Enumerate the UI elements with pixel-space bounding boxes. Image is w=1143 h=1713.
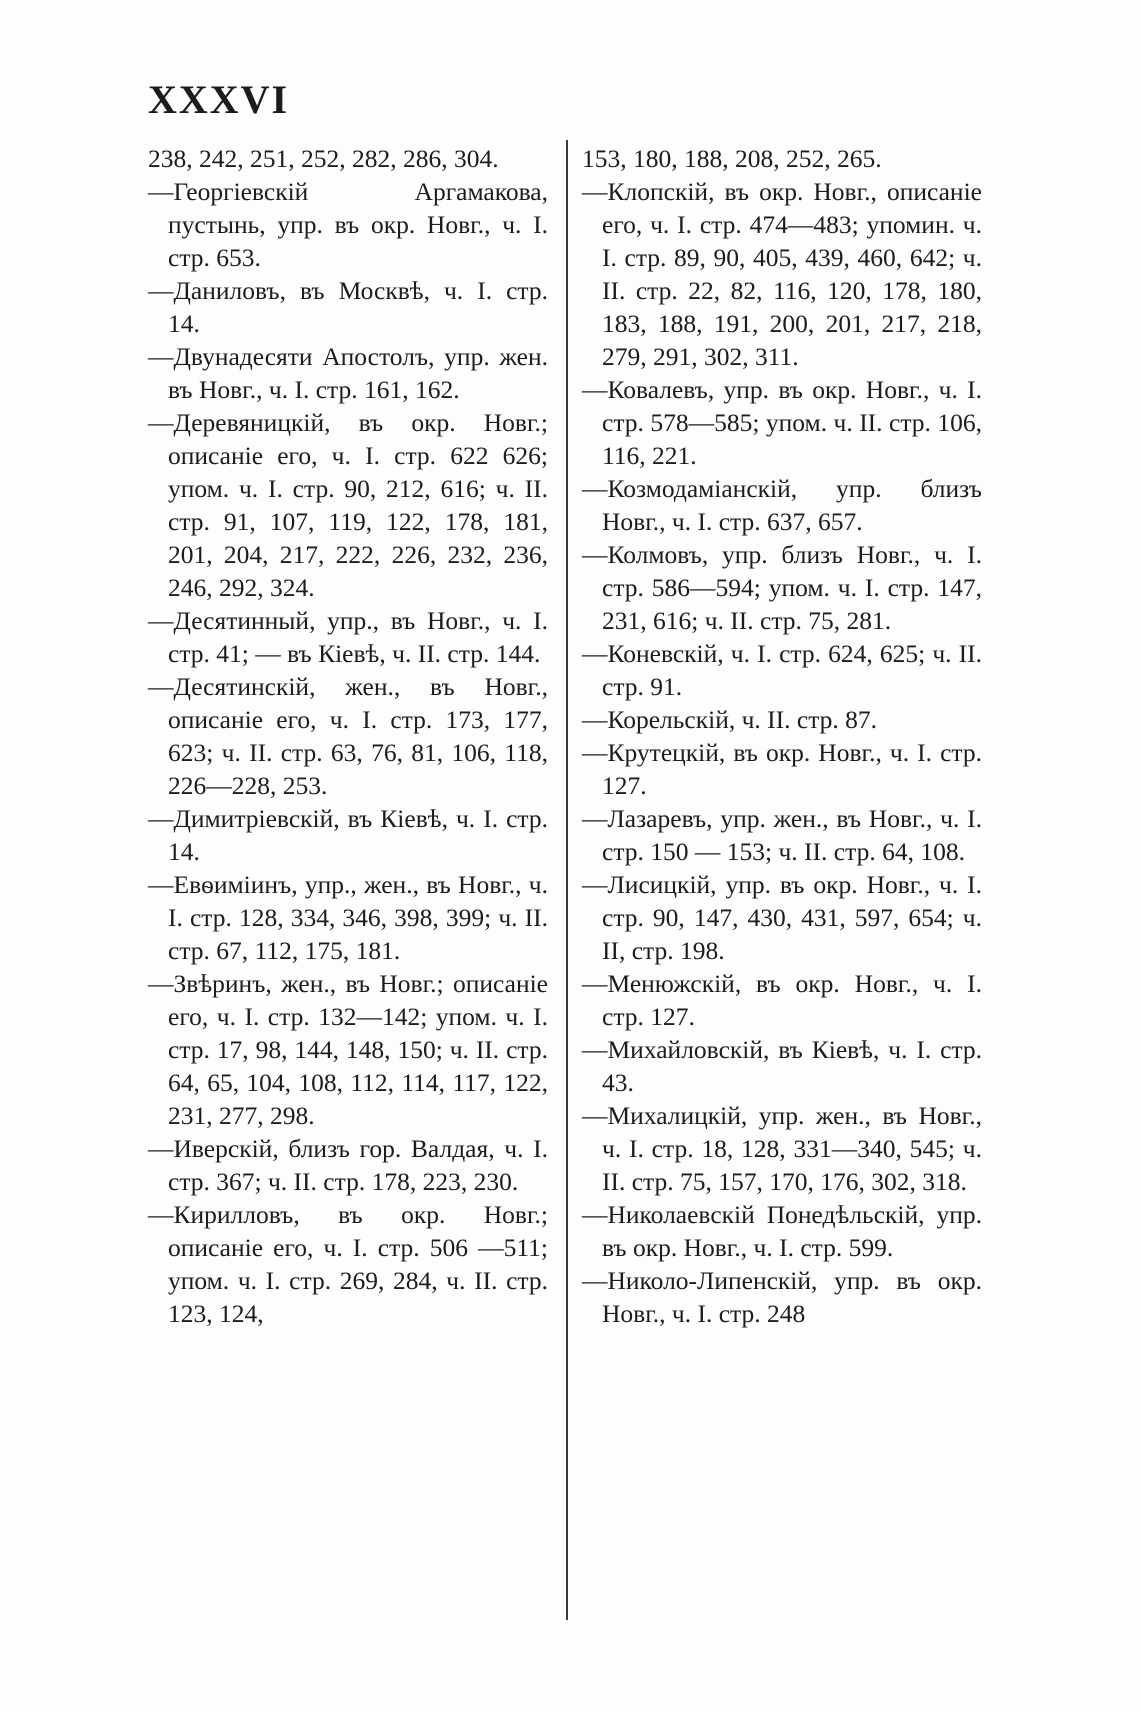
left-column bbox=[148, 142, 548, 1330]
page-number: XXXVI bbox=[148, 77, 290, 122]
index-entry: —Корельскій, ч. II. стр. 87. bbox=[582, 705, 878, 734]
index-entry: 153, 180, 188, 208, 252, 265. bbox=[582, 144, 882, 173]
index-entry: —Коневскій, ч. I. стр. 624, 625; ч. II. стр. 91. bbox=[582, 639, 982, 701]
index-entry: —Крутецкій, въ окр. Новг., ч. I. стр. 127. bbox=[582, 738, 982, 800]
index-entry: —Колмовъ, упр. близъ Новг., ч. I. стр. 586—594; упом. ч. I. стр. 147, 231, 616; ч. II. стр. 75, 281. bbox=[582, 540, 982, 635]
index-entry: —Менюжскій, въ окр. Новг., ч. I. стр. 127. bbox=[582, 969, 982, 1031]
index-entry: —Десятинный, упр., въ Новг., ч. I. стр. 41; — въ Кіевѣ, ч. II. стр. 144. bbox=[148, 606, 548, 668]
index-entry: —Георгіевскій Аргамакова, пустынь, упр. въ окр. Новг., ч. I. стр. 653. bbox=[148, 177, 548, 272]
index-entry: —Деревяницкій, въ окр. Новг.; описаніе его, ч. I. стр. 622 626; упом. ч. I. стр. 90, 212, 616; ч. II. стр. 91, 107, 119, 122, 178, 181, 201, 204, 217, 222, 226, 232, 236, 246, 292, 324. bbox=[148, 408, 548, 602]
index-entry: —Даниловъ, въ Москвѣ, ч. I. стр. 14. bbox=[148, 276, 548, 338]
index-entry: —Десятинскій, жен., въ Новг., описаніе его, ч. I. стр. 173, 177, 623; ч. II. стр. 63, 76, 81, 106, 118, 226—228, 253. bbox=[148, 672, 548, 800]
index-entry: —Михайловскій, въ Кіевѣ, ч. I. стр. 43. bbox=[582, 1035, 982, 1097]
index-entry: —Кирилловъ, въ окр. Новг.; описаніе его, ч. I. стр. 506 —511; упом. ч. I. стр. 269, 284, ч. II. стр. 123, 124, bbox=[148, 1200, 548, 1328]
index-entry: —Звѣринъ, жен., въ Новг.; описаніе его, ч. I. стр. 132—142; упом. ч. I. стр. 17, 98, 144, 148, 150; ч. II. стр. 64, 65, 104, 108, 112, 114, 117, 122, 231, 277, 298. bbox=[148, 969, 548, 1130]
index-entry: —Николаевскій Понедѣльскій, упр. въ окр. Новг., ч. I. стр. 599. bbox=[582, 1200, 982, 1262]
index-entry: —Михалицкій, упр. жен., въ Новг., ч. I. стр. 18, 128, 331—340, 545; ч. II. стр. 75, 157, 170, 176, 302, 318. bbox=[582, 1101, 982, 1196]
index-entry: —Клопскій, въ окр. Новг., описаніе его, ч. I. стр. 474—483; упомин. ч. I. стр. 89, 90, 405, 439, 460, 642; ч. II. стр. 22, 82, 116, 120, 178, 180, 183, 188, 191, 200, 201, 217, 218, 279, 291, 302, 311. bbox=[582, 177, 982, 371]
index-entry: —Иверскій, близъ гор. Валдая, ч. I. стр. 367; ч. II. стр. 178, 223, 230. bbox=[148, 1134, 548, 1196]
index-entry: —Лазаревъ, упр. жен., въ Новг., ч. I. стр. 150 — 153; ч. II. стр. 64, 108. bbox=[582, 804, 982, 866]
index-entry: —Двунадесяти Апостолъ, упр. жен. въ Новг., ч. I. стр. 161, 162. bbox=[148, 342, 548, 404]
column-divider bbox=[566, 140, 568, 1620]
index-entry: 238, 242, 251, 252, 282, 286, 304. bbox=[148, 144, 499, 173]
index-entry: —Лисицкій, упр. въ окр. Новг., ч. I. стр. 90, 147, 430, 431, 597, 654; ч. II, стр. 198. bbox=[582, 870, 982, 965]
index-entry: —Ковалевъ, упр. въ окр. Новг., ч. I. стр. 578—585; упом. ч. II. стр. 106, 116, 221. bbox=[582, 375, 982, 470]
index-entry: —Николо-Липенскій, упр. въ окр. Новг., ч. I. стр. 248 bbox=[582, 1266, 982, 1328]
index-entry: —Козмодаміанскій, упр. близъ Новг., ч. I. стр. 637, 657. bbox=[582, 474, 982, 536]
index-entry: —Димитріевскій, въ Кіевѣ, ч. I. стр. 14. bbox=[148, 804, 548, 866]
index-entry: —Евѳиміинъ, упр., жен., въ Новг., ч. I. стр. 128, 334, 346, 398, 399; ч. II. стр. 67, 112, 175, 181. bbox=[148, 870, 548, 965]
right-column bbox=[582, 142, 982, 1330]
